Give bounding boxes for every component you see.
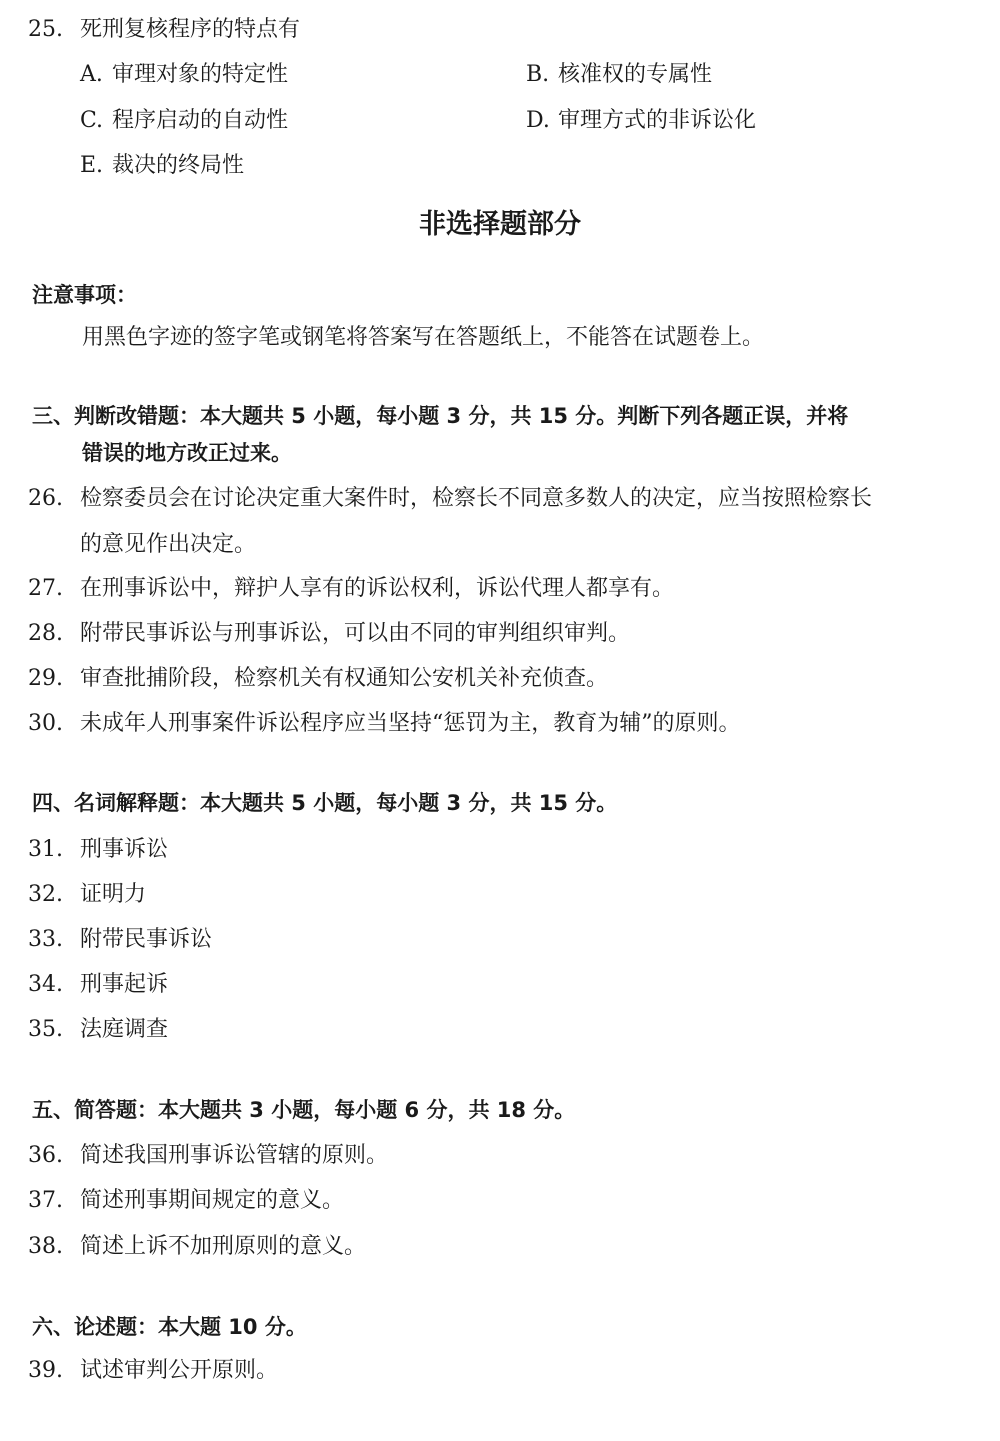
question-text: 附带民事诉讼与刑事诉讼，可以由不同的审判组织审判。 (80, 621, 631, 646)
question-28 (28, 620, 630, 648)
question-number: 36. (28, 1143, 63, 1168)
part-title: 非选择题部分 (419, 209, 581, 240)
option-text: 审理方式的非诉讼化 (558, 108, 757, 133)
question-text: 在刑事诉讼中，辩护人享有的诉讼权利，诉讼代理人都享有。 (80, 576, 675, 601)
question-number: 35. (28, 1017, 63, 1042)
notice-body: 用黑色字迹的签字笔或钢笔将答案写在答题纸上，不能答在试题卷上。 (82, 325, 765, 350)
question-number: 25. (28, 17, 63, 42)
question-number: 29. (28, 666, 63, 691)
option-e (80, 152, 244, 180)
question-number: 28. (28, 621, 63, 646)
section-5-heading: 五、简答题：本大题共 3 小题，每小题 6 分，共 18 分。 (32, 1098, 576, 1122)
question-34 (28, 971, 168, 999)
question-number: 33. (28, 927, 63, 952)
question-26 (28, 485, 872, 513)
option-c (80, 107, 288, 135)
option-letter: D. (526, 108, 550, 133)
option-text: 程序启动的自动性 (112, 108, 289, 133)
question-33 (28, 926, 212, 954)
question-26-cont: 的意见作出决定。 (80, 532, 257, 557)
question-text: 刑事诉讼 (80, 837, 169, 862)
option-text: 审理对象的特定性 (112, 62, 289, 87)
section-3-heading-line2: 错误的地方改正过来。 (82, 441, 292, 465)
option-letter: B. (526, 62, 550, 87)
question-number: 38. (28, 1234, 63, 1259)
question-number: 34. (28, 972, 63, 997)
section-6-heading: 六、论述题：本大题 10 分。 (32, 1315, 307, 1339)
option-text: 裁决的终局性 (112, 153, 245, 178)
question-number: 26. (28, 486, 63, 511)
question-29 (28, 665, 608, 693)
question-38 (28, 1233, 366, 1261)
option-letter: A. (80, 62, 103, 87)
question-text: 法庭调查 (80, 1017, 169, 1042)
option-text: 核准权的专属性 (558, 62, 713, 87)
question-36 (28, 1142, 388, 1170)
question-text: 审查批捕阶段，检察机关有权通知公安机关补充侦查。 (80, 666, 609, 691)
question-text: 附带民事诉讼 (80, 927, 213, 952)
question-number: 37. (28, 1188, 63, 1213)
question-text: 简述刑事期间规定的意义。 (80, 1188, 345, 1213)
question-text: 试述审判公开原则。 (80, 1358, 279, 1383)
question-35 (28, 1016, 168, 1044)
option-letter: E. (80, 153, 104, 178)
question-text: 证明力 (80, 882, 147, 907)
question-text: 未成年人刑事案件诉讼程序应当坚持“惩罚为主，教育为辅”的原则。 (80, 711, 741, 736)
section-3-heading-line1: 三、判断改错题：本大题共 5 小题，每小题 3 分，共 15 分。判断下列各题正误，并将 (32, 404, 849, 428)
question-39 (28, 1357, 278, 1385)
question-31 (28, 836, 168, 864)
question-32 (28, 881, 146, 909)
question-25-stem (28, 16, 300, 44)
question-37 (28, 1187, 344, 1215)
question-number: 27. (28, 576, 63, 601)
option-a (80, 61, 288, 89)
question-number: 32. (28, 882, 63, 907)
section-4-heading: 四、名词解释题：本大题共 5 小题，每小题 3 分，共 15 分。 (32, 791, 618, 815)
question-text: 检察委员会在讨论决定重大案件时，检察长不同意多数人的决定，应当按照检察长 (80, 486, 873, 511)
option-letter: C. (80, 108, 104, 133)
option-b (526, 61, 712, 89)
question-text: 简述上诉不加刑原则的意义。 (80, 1234, 367, 1259)
question-number: 30. (28, 711, 63, 736)
notice-heading: 注意事项： (32, 283, 137, 307)
question-text: 刑事起诉 (80, 972, 169, 997)
question-number: 31. (28, 837, 63, 862)
question-30 (28, 710, 741, 738)
option-d (526, 107, 756, 135)
question-27 (28, 575, 674, 603)
question-text: 简述我国刑事诉讼管辖的原则。 (80, 1143, 389, 1168)
question-text: 死刑复核程序的特点有 (80, 17, 301, 42)
question-number: 39. (28, 1358, 63, 1383)
